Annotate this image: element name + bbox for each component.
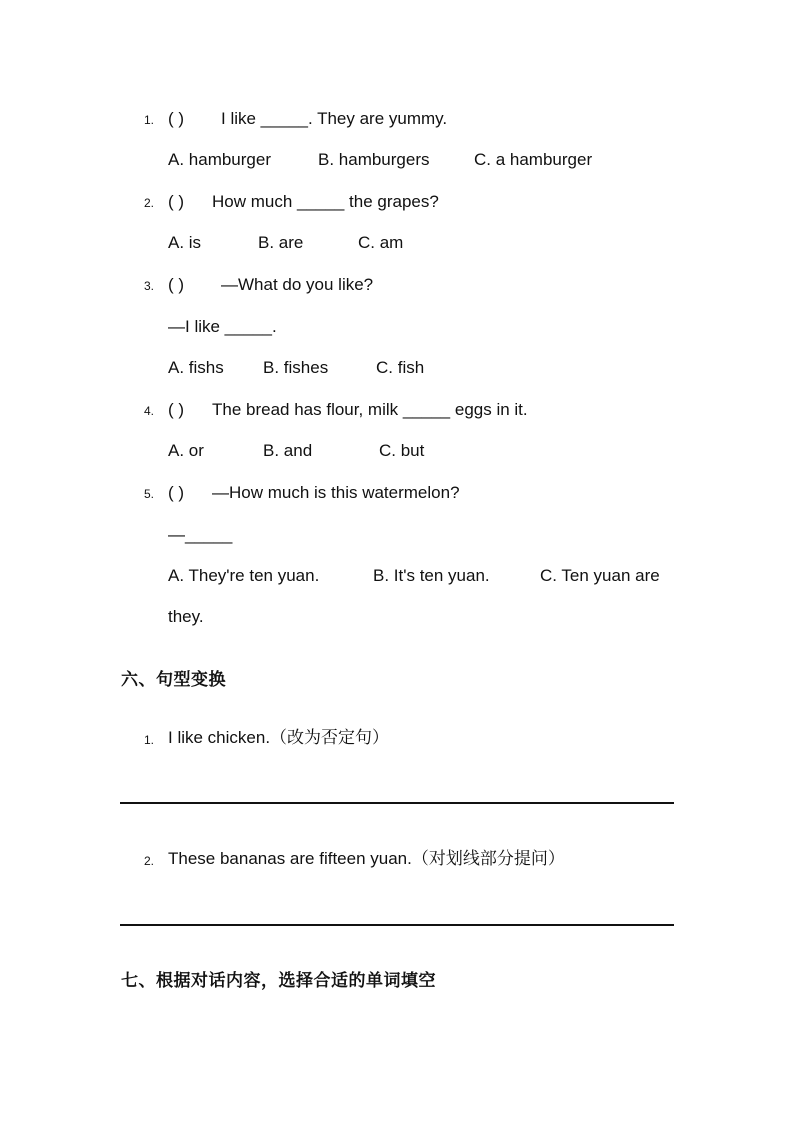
question-3-option-b: B. fishes [263, 358, 329, 377]
section-6-item-1-text: I like chicken.（改为否定句） [168, 728, 390, 747]
question-1-text: I like _____. They are yummy. [221, 109, 448, 128]
question-4-option-c: C. but [379, 441, 425, 460]
question-3-option-a: A. fishs [168, 358, 224, 377]
question-4-option-b: B. and [263, 441, 313, 460]
question-5-option-c-continued: they. [168, 607, 204, 626]
question-5-answer-paren: ( ) [168, 483, 185, 502]
section-6-heading: 六、句型变换 [121, 670, 226, 690]
question-5-text: —How much is this watermelon? [212, 483, 460, 502]
question-3-number: 3. [144, 279, 155, 293]
section-7-heading: 七、根据对话内容，选择合适的单词填空 [121, 971, 436, 991]
question-1-option-a: A. hamburger [168, 150, 271, 169]
question-3-option-c: C. fish [376, 358, 425, 377]
question-5-option-c: C. Ten yuan are [540, 566, 660, 585]
section-6-item-2-text: These bananas are fifteen yuan.（对划线部分提问） [168, 849, 565, 868]
question-1-answer-paren: ( ) [168, 109, 185, 128]
section-6-item-1-number: 1. [144, 733, 155, 747]
question-5-option-a: A. They're ten yuan. [168, 566, 320, 585]
question-4-answer-paren: ( ) [168, 400, 185, 419]
question-4-option-a: A. or [168, 441, 204, 460]
question-1-number: 1. [144, 113, 155, 127]
question-2-number: 2. [144, 196, 155, 210]
question-5-option-b: B. It's ten yuan. [373, 566, 490, 585]
question-2-option-c: C. am [358, 233, 404, 252]
question-3-answer-line: —I like _____. [168, 317, 277, 336]
question-1-option-b: B. hamburgers [318, 150, 430, 169]
question-3-text: —What do you like? [221, 275, 374, 294]
section-6-item-2-number: 2. [144, 854, 155, 868]
question-5-answer-line: —_____ [168, 525, 233, 544]
question-4-number: 4. [144, 404, 155, 418]
question-2-option-b: B. are [258, 233, 304, 252]
question-5-number: 5. [144, 487, 155, 501]
question-1-option-c: C. a hamburger [474, 150, 593, 169]
question-4-text: The bread has flour, milk _____ eggs in it. [212, 400, 528, 419]
question-3-answer-paren: ( ) [168, 275, 185, 294]
question-2-text: How much _____ the grapes? [212, 192, 439, 211]
question-2-option-a: A. is [168, 233, 202, 252]
question-2-answer-paren: ( ) [168, 192, 185, 211]
answer-line-2[interactable] [120, 924, 674, 926]
answer-line-1[interactable] [120, 802, 674, 804]
